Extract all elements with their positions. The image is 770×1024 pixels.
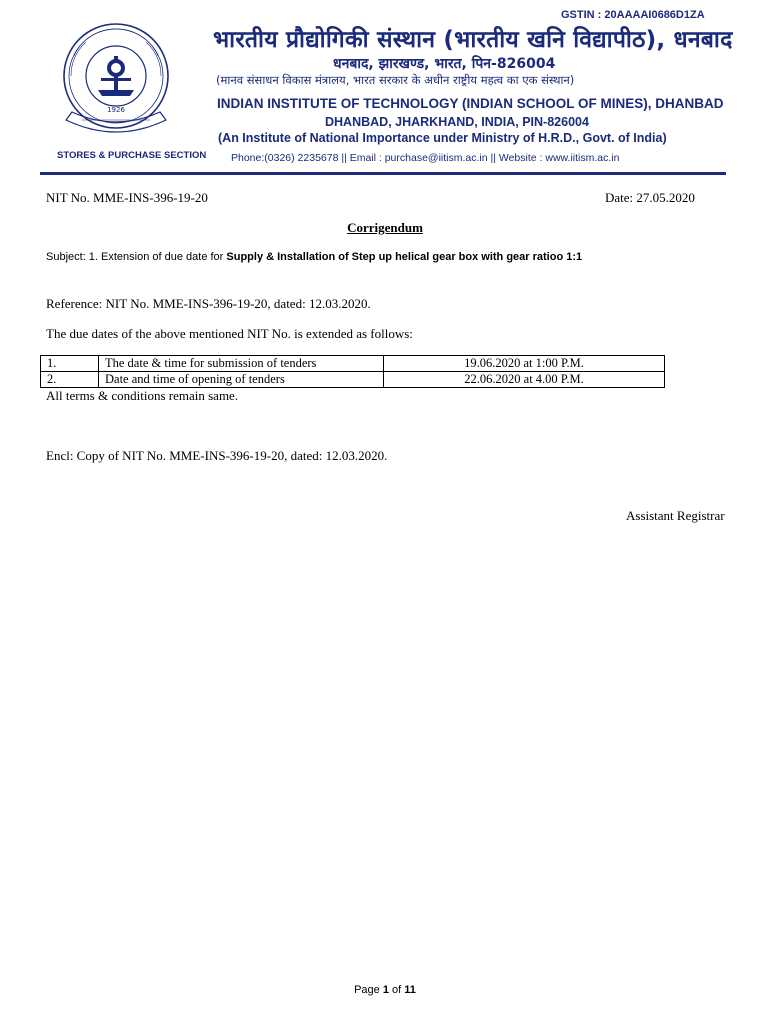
row-number: 1. <box>41 356 99 372</box>
letter-date: Date: 27.05.2020 <box>605 190 695 205</box>
contact-line: Phone:(0326) 2235678 || Email : purchase@iitism.ac.in || Website : www.iitism.ac.in <box>231 152 620 164</box>
intro-line: The due dates of the above mentioned NIT No. is extended as follows: <box>46 326 413 341</box>
hindi-institute-title: भारतीय प्रौद्योगिकी संस्थान (भारतीय खनि विद्यापीठ), धनबाद <box>213 27 733 53</box>
page-number <box>0 984 770 996</box>
page-prefix: Page <box>354 984 383 996</box>
section-name: STORES & PURCHASE SECTION <box>57 150 207 161</box>
document-title: Corrigendum <box>347 220 423 235</box>
enclosure-line: Encl: Copy of NIT No. MME-INS-396-19-20, dated: 12.03.2020. <box>46 448 388 463</box>
terms-line: All terms & conditions remain same. <box>46 388 239 403</box>
english-subtitle: (An Institute of National Importance under Ministry of H.R.D., Govt. of India) <box>218 131 667 145</box>
english-institute-title: INDIAN INSTITUTE OF TECHNOLOGY (INDIAN SCHOOL OF MINES), DHANBAD <box>217 96 724 111</box>
page-current: 1 <box>382 984 389 996</box>
due-dates-table <box>40 355 665 388</box>
subject-line <box>46 251 582 263</box>
row-number: 2. <box>41 372 99 388</box>
row-item: Date and time of opening of tenders <box>99 372 384 388</box>
row-value: 22.06.2020 at 4.00 P.M. <box>384 372 665 388</box>
hindi-address: धनबाद, झारखण्ड, भारत, पिन-826004 <box>333 56 556 72</box>
institute-seal-logo <box>52 16 180 144</box>
subject-item: Supply & Installation of Step up helical gear box with gear ratioo 1:1 <box>226 251 583 263</box>
seal-year: 1926 <box>107 106 125 114</box>
nit-number: NIT No. MME-INS-396-19-20 <box>46 190 208 205</box>
gstin-text: GSTIN : 20AAAAI0686D1ZA <box>561 9 705 21</box>
row-value: 19.06.2020 at 1:00 P.M. <box>384 356 665 372</box>
reference-line: Reference: NIT No. MME-INS-396-19-20, dated: 12.03.2020. <box>46 296 371 311</box>
header-divider <box>40 172 726 175</box>
table-row <box>41 356 665 372</box>
english-address: DHANBAD, JHARKHAND, INDIA, PIN-826004 <box>325 115 589 129</box>
table-row <box>41 372 665 388</box>
signatory: Assistant Registrar <box>626 508 725 523</box>
page-mid: of <box>388 984 405 996</box>
subject-prefix: Subject: 1. Extension of due date for <box>46 251 227 263</box>
page-total: 11 <box>404 984 416 996</box>
hindi-subtitle: (मानव संसाधन विकास मंत्रालय, भारत सरकार के अधीन राष्ट्रीय महत्व का एक संस्थान) <box>216 73 575 87</box>
row-item: The date & time for submission of tenders <box>99 356 384 372</box>
